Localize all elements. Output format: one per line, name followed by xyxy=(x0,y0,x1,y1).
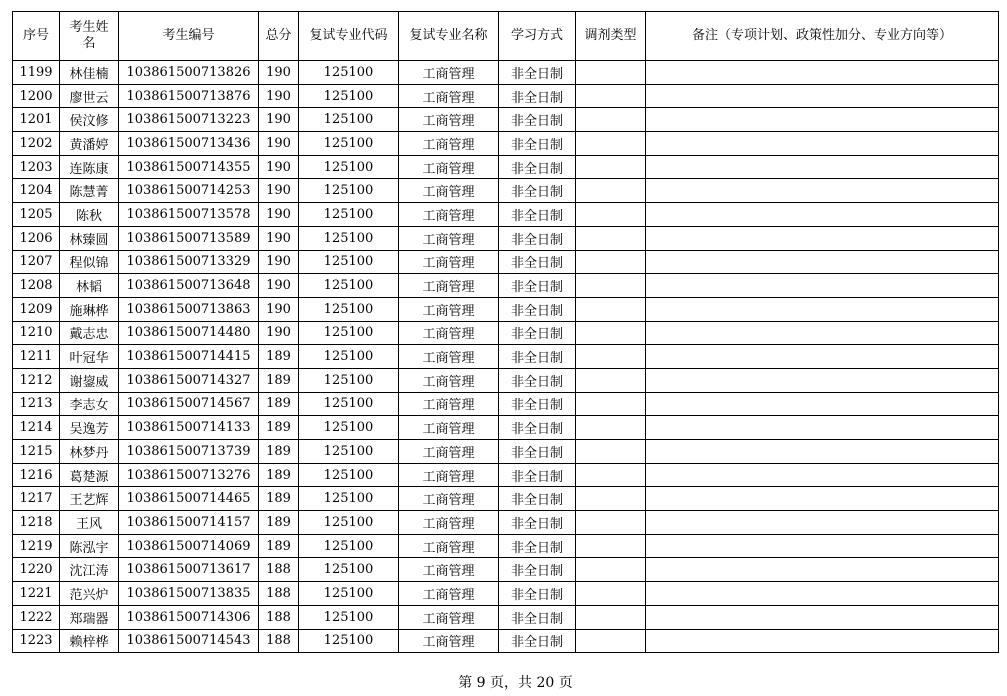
table-row xyxy=(13,534,999,558)
cell-major-name: 工商管理 xyxy=(399,629,499,653)
cell-major-name: 工商管理 xyxy=(399,297,499,321)
cell-study-mode: 非全日制 xyxy=(499,629,576,653)
cell-study-mode: 非全日制 xyxy=(499,108,576,132)
cell-major-name: 工商管理 xyxy=(399,61,499,85)
cell-study-mode: 非全日制 xyxy=(499,155,576,179)
cell-adjust-type xyxy=(576,582,646,606)
cell-candidate-id: 103861500714480 xyxy=(119,321,259,345)
cell-study-mode: 非全日制 xyxy=(499,605,576,629)
header-name: 考生姓名 xyxy=(60,12,119,61)
cell-remarks xyxy=(646,629,999,653)
table-row xyxy=(13,605,999,629)
header-seq: 序号 xyxy=(13,12,60,61)
cell-total-score: 190 xyxy=(259,297,299,321)
cell-major-code: 125100 xyxy=(299,582,399,606)
table-row xyxy=(13,463,999,487)
cell-remarks xyxy=(646,440,999,464)
cell-major-code: 125100 xyxy=(299,179,399,203)
cell-seq: 1204 xyxy=(13,179,60,203)
cell-remarks xyxy=(646,321,999,345)
cell-major-code: 125100 xyxy=(299,629,399,653)
cell-study-mode: 非全日制 xyxy=(499,440,576,464)
cell-remarks xyxy=(646,61,999,85)
cell-total-score: 189 xyxy=(259,345,299,369)
cell-seq: 1217 xyxy=(13,487,60,511)
cell-seq: 1219 xyxy=(13,534,60,558)
cell-major-name: 工商管理 xyxy=(399,274,499,298)
cell-name: 沈江涛 xyxy=(60,558,119,582)
cell-major-name: 工商管理 xyxy=(399,108,499,132)
cell-name: 林佳楠 xyxy=(60,61,119,85)
cell-seq: 1200 xyxy=(13,84,60,108)
cell-candidate-id: 103861500714567 xyxy=(119,392,259,416)
cell-adjust-type xyxy=(576,392,646,416)
header-adjust-type: 调剂类型 xyxy=(576,12,646,61)
page-indicator: 第 9 页，共 20 页 xyxy=(458,675,573,691)
cell-total-score: 190 xyxy=(259,179,299,203)
cell-adjust-type xyxy=(576,416,646,440)
cell-adjust-type xyxy=(576,61,646,85)
table-row xyxy=(13,582,999,606)
cell-study-mode: 非全日制 xyxy=(499,297,576,321)
cell-adjust-type xyxy=(576,203,646,227)
cell-name: 郑瑞器 xyxy=(60,605,119,629)
cell-total-score: 190 xyxy=(259,203,299,227)
cell-study-mode: 非全日制 xyxy=(499,226,576,250)
cell-total-score: 188 xyxy=(259,629,299,653)
cell-name: 陈慧菁 xyxy=(60,179,119,203)
cell-candidate-id: 103861500714069 xyxy=(119,534,259,558)
cell-name: 侯汶修 xyxy=(60,108,119,132)
header-major-name: 复试专业名称 xyxy=(399,12,499,61)
cell-study-mode: 非全日制 xyxy=(499,368,576,392)
cell-adjust-type xyxy=(576,321,646,345)
table-row xyxy=(13,61,999,85)
cell-candidate-id: 103861500714543 xyxy=(119,629,259,653)
cell-name: 李志女 xyxy=(60,392,119,416)
cell-candidate-id: 103861500713223 xyxy=(119,108,259,132)
cell-seq: 1210 xyxy=(13,321,60,345)
cell-candidate-id: 103861500713617 xyxy=(119,558,259,582)
cell-adjust-type xyxy=(576,534,646,558)
cell-total-score: 189 xyxy=(259,416,299,440)
cell-adjust-type xyxy=(576,368,646,392)
cell-candidate-id: 103861500714465 xyxy=(119,487,259,511)
cell-seq: 1218 xyxy=(13,511,60,535)
cell-remarks xyxy=(646,582,999,606)
cell-name: 赖梓桦 xyxy=(60,629,119,653)
cell-major-code: 125100 xyxy=(299,487,399,511)
cell-major-name: 工商管理 xyxy=(399,155,499,179)
cell-remarks xyxy=(646,297,999,321)
cell-name: 叶冠华 xyxy=(60,345,119,369)
cell-name: 王风 xyxy=(60,511,119,535)
cell-seq: 1215 xyxy=(13,440,60,464)
cell-seq: 1223 xyxy=(13,629,60,653)
cell-remarks xyxy=(646,345,999,369)
cell-adjust-type xyxy=(576,463,646,487)
cell-study-mode: 非全日制 xyxy=(499,463,576,487)
cell-candidate-id: 103861500714157 xyxy=(119,511,259,535)
cell-major-name: 工商管理 xyxy=(399,463,499,487)
cell-total-score: 189 xyxy=(259,440,299,464)
cell-study-mode: 非全日制 xyxy=(499,345,576,369)
cell-study-mode: 非全日制 xyxy=(499,487,576,511)
cell-study-mode: 非全日制 xyxy=(499,84,576,108)
cell-adjust-type xyxy=(576,132,646,156)
cell-total-score: 190 xyxy=(259,84,299,108)
cell-total-score: 190 xyxy=(259,61,299,85)
cell-remarks xyxy=(646,179,999,203)
cell-remarks xyxy=(646,155,999,179)
cell-total-score: 190 xyxy=(259,132,299,156)
cell-major-name: 工商管理 xyxy=(399,368,499,392)
cell-seq: 1201 xyxy=(13,108,60,132)
cell-remarks xyxy=(646,84,999,108)
cell-candidate-id: 103861500714355 xyxy=(119,155,259,179)
table-row xyxy=(13,274,999,298)
cell-major-name: 工商管理 xyxy=(399,534,499,558)
header-remarks: 备注（专项计划、政策性加分、专业方向等） xyxy=(646,12,999,61)
table-row xyxy=(13,226,999,250)
cell-seq: 1221 xyxy=(13,582,60,606)
cell-major-code: 125100 xyxy=(299,61,399,85)
cell-major-code: 125100 xyxy=(299,132,399,156)
cell-major-name: 工商管理 xyxy=(399,203,499,227)
table-row xyxy=(13,558,999,582)
cell-name: 林韬 xyxy=(60,274,119,298)
cell-total-score: 188 xyxy=(259,582,299,606)
table-row xyxy=(13,250,999,274)
cell-remarks xyxy=(646,534,999,558)
cell-study-mode: 非全日制 xyxy=(499,321,576,345)
cell-major-name: 工商管理 xyxy=(399,487,499,511)
cell-study-mode: 非全日制 xyxy=(499,61,576,85)
cell-total-score: 188 xyxy=(259,558,299,582)
cell-major-name: 工商管理 xyxy=(399,179,499,203)
cell-total-score: 189 xyxy=(259,534,299,558)
cell-seq: 1214 xyxy=(13,416,60,440)
cell-name: 戴志忠 xyxy=(60,321,119,345)
cell-adjust-type xyxy=(576,511,646,535)
cell-candidate-id: 103861500714253 xyxy=(119,179,259,203)
cell-adjust-type xyxy=(576,226,646,250)
cell-adjust-type xyxy=(576,487,646,511)
table-row xyxy=(13,84,999,108)
header-total-score: 总分 xyxy=(259,12,299,61)
cell-remarks xyxy=(646,250,999,274)
cell-major-name: 工商管理 xyxy=(399,392,499,416)
table-row xyxy=(13,440,999,464)
cell-major-code: 125100 xyxy=(299,321,399,345)
cell-seq: 1203 xyxy=(13,155,60,179)
cell-candidate-id: 103861500713436 xyxy=(119,132,259,156)
cell-name: 范兴炉 xyxy=(60,582,119,606)
cell-major-code: 125100 xyxy=(299,84,399,108)
cell-seq: 1213 xyxy=(13,392,60,416)
table-row xyxy=(13,155,999,179)
cell-major-name: 工商管理 xyxy=(399,605,499,629)
cell-candidate-id: 103861500713835 xyxy=(119,582,259,606)
cell-major-code: 125100 xyxy=(299,108,399,132)
cell-major-name: 工商管理 xyxy=(399,84,499,108)
cell-major-name: 工商管理 xyxy=(399,511,499,535)
cell-remarks xyxy=(646,226,999,250)
cell-major-code: 125100 xyxy=(299,345,399,369)
table-row xyxy=(13,203,999,227)
table-row xyxy=(13,629,999,653)
cell-total-score: 190 xyxy=(259,226,299,250)
cell-name: 王艺辉 xyxy=(60,487,119,511)
cell-major-name: 工商管理 xyxy=(399,416,499,440)
header-major-code: 复试专业代码 xyxy=(299,12,399,61)
cell-study-mode: 非全日制 xyxy=(499,392,576,416)
cell-major-code: 125100 xyxy=(299,558,399,582)
cell-seq: 1208 xyxy=(13,274,60,298)
cell-major-code: 125100 xyxy=(299,155,399,179)
cell-name: 施琳桦 xyxy=(60,297,119,321)
cell-candidate-id: 103861500713578 xyxy=(119,203,259,227)
cell-remarks xyxy=(646,392,999,416)
cell-major-name: 工商管理 xyxy=(399,582,499,606)
cell-seq: 1205 xyxy=(13,203,60,227)
cell-adjust-type xyxy=(576,558,646,582)
cell-study-mode: 非全日制 xyxy=(499,179,576,203)
cell-major-name: 工商管理 xyxy=(399,132,499,156)
cell-adjust-type xyxy=(576,629,646,653)
cell-name: 连陈康 xyxy=(60,155,119,179)
cell-seq: 1202 xyxy=(13,132,60,156)
table-row xyxy=(13,345,999,369)
cell-total-score: 190 xyxy=(259,321,299,345)
cell-name: 程似锦 xyxy=(60,250,119,274)
cell-seq: 1212 xyxy=(13,368,60,392)
cell-study-mode: 非全日制 xyxy=(499,416,576,440)
cell-major-code: 125100 xyxy=(299,534,399,558)
table-row xyxy=(13,132,999,156)
table-row xyxy=(13,511,999,535)
cell-major-code: 125100 xyxy=(299,440,399,464)
table-row xyxy=(13,392,999,416)
cell-total-score: 188 xyxy=(259,605,299,629)
cell-seq: 1206 xyxy=(13,226,60,250)
cell-candidate-id: 103861500713739 xyxy=(119,440,259,464)
header-study-mode: 学习方式 xyxy=(499,12,576,61)
cell-seq: 1220 xyxy=(13,558,60,582)
cell-adjust-type xyxy=(576,179,646,203)
cell-name: 陈泓宇 xyxy=(60,534,119,558)
cell-remarks xyxy=(646,416,999,440)
cell-name: 林梦丹 xyxy=(60,440,119,464)
cell-remarks xyxy=(646,558,999,582)
cell-major-code: 125100 xyxy=(299,226,399,250)
table-row xyxy=(13,487,999,511)
cell-candidate-id: 103861500714306 xyxy=(119,605,259,629)
table-row xyxy=(13,108,999,132)
cell-remarks xyxy=(646,132,999,156)
cell-study-mode: 非全日制 xyxy=(499,558,576,582)
cell-remarks xyxy=(646,511,999,535)
cell-remarks xyxy=(646,203,999,227)
table-row xyxy=(13,297,999,321)
cell-remarks xyxy=(646,108,999,132)
cell-adjust-type xyxy=(576,250,646,274)
cell-name: 谢鋆威 xyxy=(60,368,119,392)
cell-major-code: 125100 xyxy=(299,297,399,321)
cell-major-code: 125100 xyxy=(299,250,399,274)
cell-study-mode: 非全日制 xyxy=(499,132,576,156)
cell-major-code: 125100 xyxy=(299,368,399,392)
cell-name: 陈秋 xyxy=(60,203,119,227)
cell-candidate-id: 103861500713826 xyxy=(119,61,259,85)
cell-remarks xyxy=(646,368,999,392)
cell-major-code: 125100 xyxy=(299,274,399,298)
cell-study-mode: 非全日制 xyxy=(499,203,576,227)
cell-seq: 1211 xyxy=(13,345,60,369)
cell-study-mode: 非全日制 xyxy=(499,274,576,298)
cell-candidate-id: 103861500713876 xyxy=(119,84,259,108)
table-row xyxy=(13,321,999,345)
table-row xyxy=(13,368,999,392)
cell-candidate-id: 103861500713648 xyxy=(119,274,259,298)
cell-total-score: 190 xyxy=(259,155,299,179)
cell-seq: 1199 xyxy=(13,61,60,85)
cell-adjust-type xyxy=(576,84,646,108)
cell-total-score: 190 xyxy=(259,274,299,298)
cell-seq: 1209 xyxy=(13,297,60,321)
cell-major-name: 工商管理 xyxy=(399,226,499,250)
cell-major-code: 125100 xyxy=(299,392,399,416)
cell-total-score: 189 xyxy=(259,392,299,416)
cell-seq: 1222 xyxy=(13,605,60,629)
cell-total-score: 189 xyxy=(259,487,299,511)
cell-remarks xyxy=(646,487,999,511)
cell-major-code: 125100 xyxy=(299,463,399,487)
cell-total-score: 190 xyxy=(259,108,299,132)
cell-major-name: 工商管理 xyxy=(399,321,499,345)
cell-adjust-type xyxy=(576,605,646,629)
cell-major-name: 工商管理 xyxy=(399,440,499,464)
cell-total-score: 189 xyxy=(259,368,299,392)
admission-list-table xyxy=(12,11,999,653)
cell-candidate-id: 103861500713329 xyxy=(119,250,259,274)
cell-candidate-id: 103861500713276 xyxy=(119,463,259,487)
table-row xyxy=(13,179,999,203)
cell-name: 林臻圆 xyxy=(60,226,119,250)
cell-remarks xyxy=(646,463,999,487)
cell-remarks xyxy=(646,274,999,298)
header-row xyxy=(13,12,999,61)
cell-adjust-type xyxy=(576,155,646,179)
cell-name: 葛楚源 xyxy=(60,463,119,487)
cell-major-code: 125100 xyxy=(299,416,399,440)
table-row xyxy=(13,416,999,440)
cell-study-mode: 非全日制 xyxy=(499,534,576,558)
cell-candidate-id: 103861500714415 xyxy=(119,345,259,369)
cell-major-code: 125100 xyxy=(299,605,399,629)
cell-study-mode: 非全日制 xyxy=(499,582,576,606)
cell-adjust-type xyxy=(576,345,646,369)
cell-name: 黄潘婷 xyxy=(60,132,119,156)
cell-candidate-id: 103861500713589 xyxy=(119,226,259,250)
cell-seq: 1207 xyxy=(13,250,60,274)
cell-total-score: 189 xyxy=(259,463,299,487)
cell-major-code: 125100 xyxy=(299,511,399,535)
cell-major-name: 工商管理 xyxy=(399,250,499,274)
cell-adjust-type xyxy=(576,440,646,464)
cell-study-mode: 非全日制 xyxy=(499,250,576,274)
cell-adjust-type xyxy=(576,274,646,298)
cell-major-code: 125100 xyxy=(299,203,399,227)
cell-candidate-id: 103861500714327 xyxy=(119,368,259,392)
cell-adjust-type xyxy=(576,108,646,132)
cell-name: 吴逸芳 xyxy=(60,416,119,440)
cell-study-mode: 非全日制 xyxy=(499,511,576,535)
cell-name: 廖世云 xyxy=(60,84,119,108)
header-candidate-id: 考生编号 xyxy=(119,12,259,61)
cell-total-score: 190 xyxy=(259,250,299,274)
cell-seq: 1216 xyxy=(13,463,60,487)
cell-major-name: 工商管理 xyxy=(399,558,499,582)
cell-candidate-id: 103861500713863 xyxy=(119,297,259,321)
cell-adjust-type xyxy=(576,297,646,321)
cell-major-name: 工商管理 xyxy=(399,345,499,369)
cell-candidate-id: 103861500714133 xyxy=(119,416,259,440)
cell-remarks xyxy=(646,605,999,629)
cell-total-score: 189 xyxy=(259,511,299,535)
